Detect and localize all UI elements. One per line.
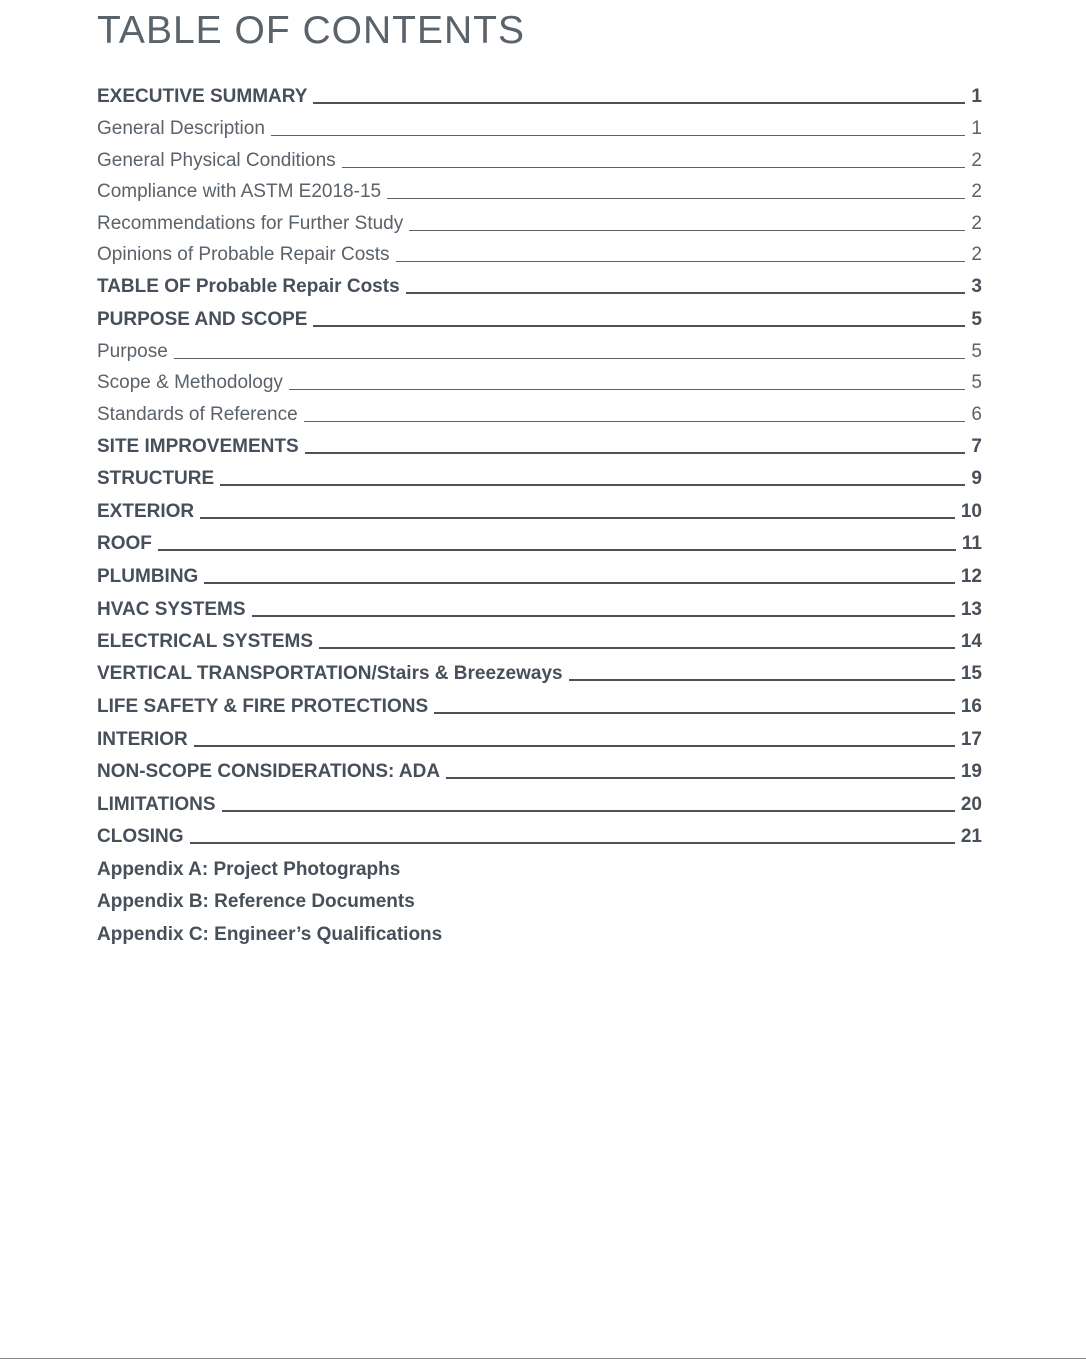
toc-leader-line [289,389,966,390]
toc-leader-line [342,167,966,168]
toc-leader-line [200,517,955,519]
toc-entry-page-number: 5 [971,341,982,362]
toc-entry-label: SITE IMPROVEMENTS [97,436,299,457]
toc-entry-page-number: 2 [971,213,982,234]
toc-entry-page-number: 14 [960,631,982,652]
toc-entry-page-number: 10 [960,501,982,522]
toc-entry-label: General Physical Conditions [97,150,336,171]
toc-entry-page-number: 6 [971,404,982,425]
toc-entry-label: Scope & Methodology [97,372,283,393]
toc-entry-label: ELECTRICAL SYSTEMS [97,631,314,652]
toc-entry[interactable] [97,86,982,108]
toc-entry-page-number: 1 [971,118,982,139]
appendix-entry-label: Appendix B: Reference Documents [97,891,415,912]
toc-entry[interactable] [97,372,982,394]
toc-entry-page-number: 2 [971,150,982,171]
toc-entry[interactable] [97,181,982,203]
toc-leader-line [406,292,966,294]
toc-entry-label: Opinions of Probable Repair Costs [97,244,390,265]
toc-entry[interactable] [97,663,982,685]
toc-leader-line [271,135,966,136]
page-title: TABLE OF CONTENTS [97,9,525,52]
toc-leader-line [304,421,966,422]
toc-entry-page-number: 7 [971,436,982,457]
toc-leader-line [305,452,966,454]
toc-entry-page-number: 21 [960,826,982,847]
toc-entry[interactable] [97,150,982,172]
toc-entry-label: Purpose [97,341,168,362]
appendix-entry[interactable] [97,859,400,881]
toc-entry-page-number: 12 [960,566,982,587]
toc-leader-line [220,484,965,486]
toc-leader-line [190,842,955,844]
toc-entry-label: PURPOSE AND SCOPE [97,309,308,330]
toc-leader-line [313,102,965,104]
toc-leader-line [313,325,965,327]
toc-entry-label: PLUMBING [97,566,199,587]
appendix-entry[interactable] [97,891,415,913]
toc-entry[interactable] [97,794,982,816]
toc-entry[interactable] [97,533,982,555]
appendix-entry[interactable] [97,924,442,946]
toc-entry[interactable] [97,244,982,266]
toc-entry-label: VERTICAL TRANSPORTATION/Stairs & Breezeways [97,663,563,684]
toc-entry[interactable] [97,341,982,363]
toc-leader-line [446,777,955,779]
toc-entry-label: HVAC SYSTEMS [97,599,246,620]
toc-entry[interactable] [97,404,982,426]
toc-entry[interactable] [97,729,982,751]
toc-entry[interactable] [97,468,982,490]
toc-entry-label: Compliance with ASTM E2018-15 [97,181,382,202]
toc-entry-label: EXTERIOR [97,501,195,522]
toc-entry-page-number: 5 [971,309,982,330]
toc-leader-line [158,549,956,551]
toc-entry-page-number: 19 [960,761,982,782]
toc-entry-page-number: 17 [960,729,982,750]
toc-entry-page-number: 3 [971,276,982,297]
page-bottom-divider [0,1358,1086,1359]
toc-leader-line [569,679,955,681]
toc-entry-page-number: 15 [960,663,982,684]
toc-entry-label: LIMITATIONS [97,794,216,815]
toc-entry[interactable] [97,599,982,621]
toc-leader-line [396,261,966,262]
toc-leader-line [204,582,955,584]
toc-leader-line [194,745,955,747]
toc-entry[interactable] [97,436,982,458]
toc-entry-label: STRUCTURE [97,468,215,489]
appendix-entry-label: Appendix A: Project Photographs [97,859,401,880]
toc-leader-line [252,615,955,617]
toc-entry[interactable] [97,276,982,298]
toc-entry-label: General Description [97,118,265,139]
toc-leader-line [434,712,955,714]
toc-entry[interactable] [97,696,982,718]
toc-entry-page-number: 2 [971,244,982,265]
toc-entry-page-number: 2 [971,181,982,202]
toc-entry-page-number: 20 [960,794,982,815]
toc-leader-line [222,810,955,812]
toc-entry-label: INTERIOR [97,729,188,750]
toc-leader-line [409,230,965,231]
toc-leader-line [319,647,955,649]
toc-entry[interactable] [97,761,982,783]
toc-entry-label: ROOF [97,533,152,554]
toc-entry-label: CLOSING [97,826,184,847]
toc-entry[interactable] [97,566,982,588]
toc-entry[interactable] [97,631,982,653]
toc-leader-line [387,198,965,199]
toc-entry-page-number: 1 [971,86,982,107]
toc-entry[interactable] [97,826,982,848]
toc-entry-label: Recommendations for Further Study [97,213,404,234]
toc-entry-label: TABLE OF Probable Repair Costs [97,276,400,297]
toc-entry-label: Standards of Reference [97,404,298,425]
toc-entry-page-number: 11 [961,533,982,554]
toc-entry-page-number: 9 [971,468,982,489]
toc-entry-label: NON-SCOPE CONSIDERATIONS: ADA [97,761,441,782]
toc-entry[interactable] [97,309,982,331]
toc-entry[interactable] [97,213,982,235]
toc-entry-label: EXECUTIVE SUMMARY [97,86,308,107]
toc-entry[interactable] [97,118,982,140]
toc-entry-page-number: 5 [971,372,982,393]
appendix-entry-label: Appendix C: Engineer’s Qualifications [97,924,443,945]
toc-leader-line [174,358,966,359]
toc-entry[interactable] [97,501,982,523]
toc-entry-label: LIFE SAFETY & FIRE PROTECTIONS [97,696,429,717]
toc-entry-page-number: 16 [960,696,982,717]
toc-entry-page-number: 13 [960,599,982,620]
